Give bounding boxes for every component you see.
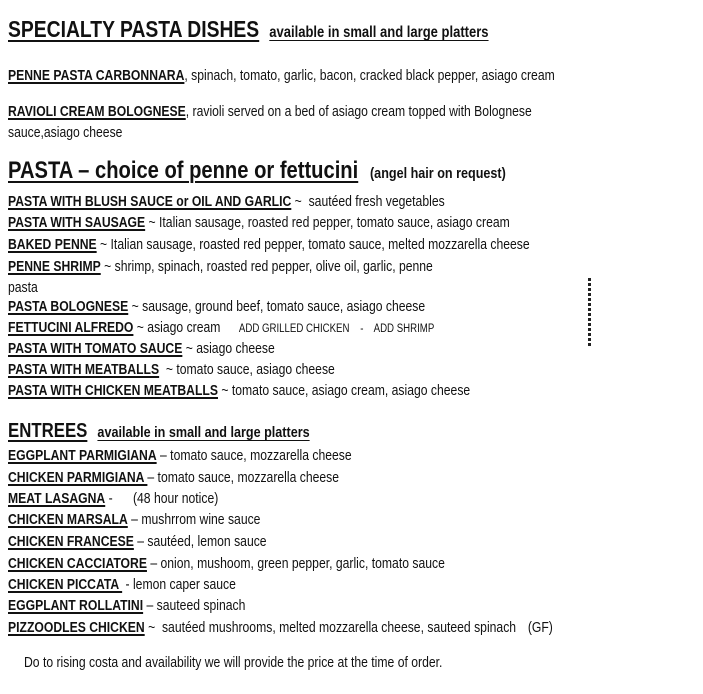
menu-item [8,597,245,615]
item-name: PASTA WITH SAUSAGE [8,215,146,231]
item-name: PASTA WITH MEATBALLS [8,362,160,378]
menu-item [8,382,470,400]
item-description: sausage, ground beef, tomato sauce, asiago cheese [142,299,426,315]
menu-item [8,258,433,276]
item-name: CHICKEN MARSALA [8,512,128,528]
item-separator: ~ [100,259,115,275]
item-description: Italian sausage, roasted red pepper, tomato sauce, melted mozzarella cheese [110,237,530,253]
menu-item [8,533,267,551]
menu-item [8,214,510,232]
item-description: Italian sausage, roasted red pepper, tomato sauce, asiago cream [159,215,510,231]
pasta-subtitle: (angel hair on request) [369,165,506,182]
item-separator: – [133,534,148,550]
menu-item [8,469,339,487]
item-separator: , [185,104,193,120]
item-separator: - [105,491,133,507]
menu-item [8,555,445,573]
menu-item [8,236,530,254]
entrees-subtitle: available in small and large platters [97,424,310,441]
item-description: lemon caper sauce [132,577,236,593]
item-name: PASTA WITH TOMATO SAUCE [8,341,183,357]
item-description-continued: sauce,asiago cheese [8,125,123,141]
menu-item [8,340,275,358]
scan-artifact [588,278,591,346]
entrees-title: ENTREES [8,420,88,442]
item-separator: - [122,577,133,593]
menu-item [8,193,445,211]
menu-item [8,298,425,316]
menu-item [8,576,236,594]
pasta-heading [8,157,506,184]
menu-item [8,447,352,465]
item-separator: – [127,512,142,528]
menu-item [8,619,553,637]
item-separator: ~ [159,362,177,378]
item-description: spinach, tomato, garlic, bacon, cracked black pepper, asiago cream [191,68,555,84]
item-separator: ~ [217,383,232,399]
item-separator: ~ [291,194,309,210]
item-separator: ~ [96,237,111,253]
item-separator: ~ [145,215,160,231]
menu-item [8,319,434,338]
item-description: sauteed spinach [156,598,246,614]
item-name: EGGPLANT PARMIGIANA [8,448,157,464]
menu-item [8,103,532,121]
item-description: sautéed mushrooms, melted mozzarella cheese, sauteed spinach [161,620,517,636]
item-separator: ~ [144,620,162,636]
specialty-subtitle: available in small and large platters [269,24,489,41]
item-name: PASTA BOLOGNESE [8,299,129,315]
item-description: tomato sauce, mozzarella cheese [170,448,352,464]
item-addons: ADD GRILLED CHICKEN - ADD SHRIMP [238,323,435,335]
item-name: BAKED PENNE [8,237,97,253]
item-name: RAVIOLI CREAM BOLOGNESE [8,104,186,120]
item-name: CHICKEN PARMIGIANA [8,470,148,486]
item-description: onion, mushoom, green pepper, garlic, tomato sauce [160,556,445,572]
item-separator: ~ [133,320,148,336]
item-separator: ~ [182,341,197,357]
item-separator: – [146,556,161,572]
item-description: shrimp, spinach, roasted red pepper, olive oil, garlic, penne [114,259,433,275]
item-name: CHICKEN PICCATA [8,577,123,593]
item-separator: – [143,598,157,614]
item-description: mushrrom wine sauce [141,512,261,528]
item-tag: (GF) [527,620,553,636]
specialty-heading [8,16,489,42]
entrees-heading [8,422,310,442]
item-name: PENNE SHRIMP [8,259,101,275]
item-separator: – [156,448,171,464]
item-name: PASTA WITH CHICKEN MEATBALLS [8,383,218,399]
item-description-continued: pasta [8,280,38,296]
item-name: FETTUCINI ALFREDO [8,320,134,336]
menu-item [8,511,260,529]
item-name: PIZZOODLES CHICKEN [8,620,145,636]
specialty-title: SPECIALTY PASTA DISHES [8,16,260,42]
item-description: tomato sauce, asiago cheese [176,362,335,378]
item-description: asiago cream [147,320,221,336]
item-name: PENNE PASTA CARBONNARA [8,68,185,84]
item-name: CHICKEN FRANCESE [8,534,134,550]
item-name: CHICKEN CACCIATORE [8,556,147,572]
item-description: tomato sauce, asiago cream, asiago cheese [231,383,471,399]
item-name: PASTA WITH BLUSH SAUCE or OIL AND GARLIC [8,194,292,210]
item-description: sautéed fresh vegetables [308,194,445,210]
pasta-title: PASTA – choice of penne or fettucini [8,157,359,184]
menu-item [8,361,335,379]
price-note: Do to rising costa and availability we will provide the price at the time of order. [24,655,443,671]
menu-item [8,67,555,85]
item-name: MEAT LASAGNA [8,491,106,507]
item-description: asiago cheese [196,341,275,357]
item-description: sautéed, lemon sauce [147,534,267,550]
item-name: EGGPLANT ROLLATINI [8,598,144,614]
item-separator: , [184,68,192,84]
item-description: tomato sauce, mozzarella cheese [157,470,339,486]
item-separator: – [147,470,158,486]
menu-item [8,490,218,508]
item-description: (48 hour notice) [132,491,219,507]
item-description: ravioli served on a bed of asiago cream topped with Bolognese [192,104,532,120]
item-separator: ~ [128,299,143,315]
